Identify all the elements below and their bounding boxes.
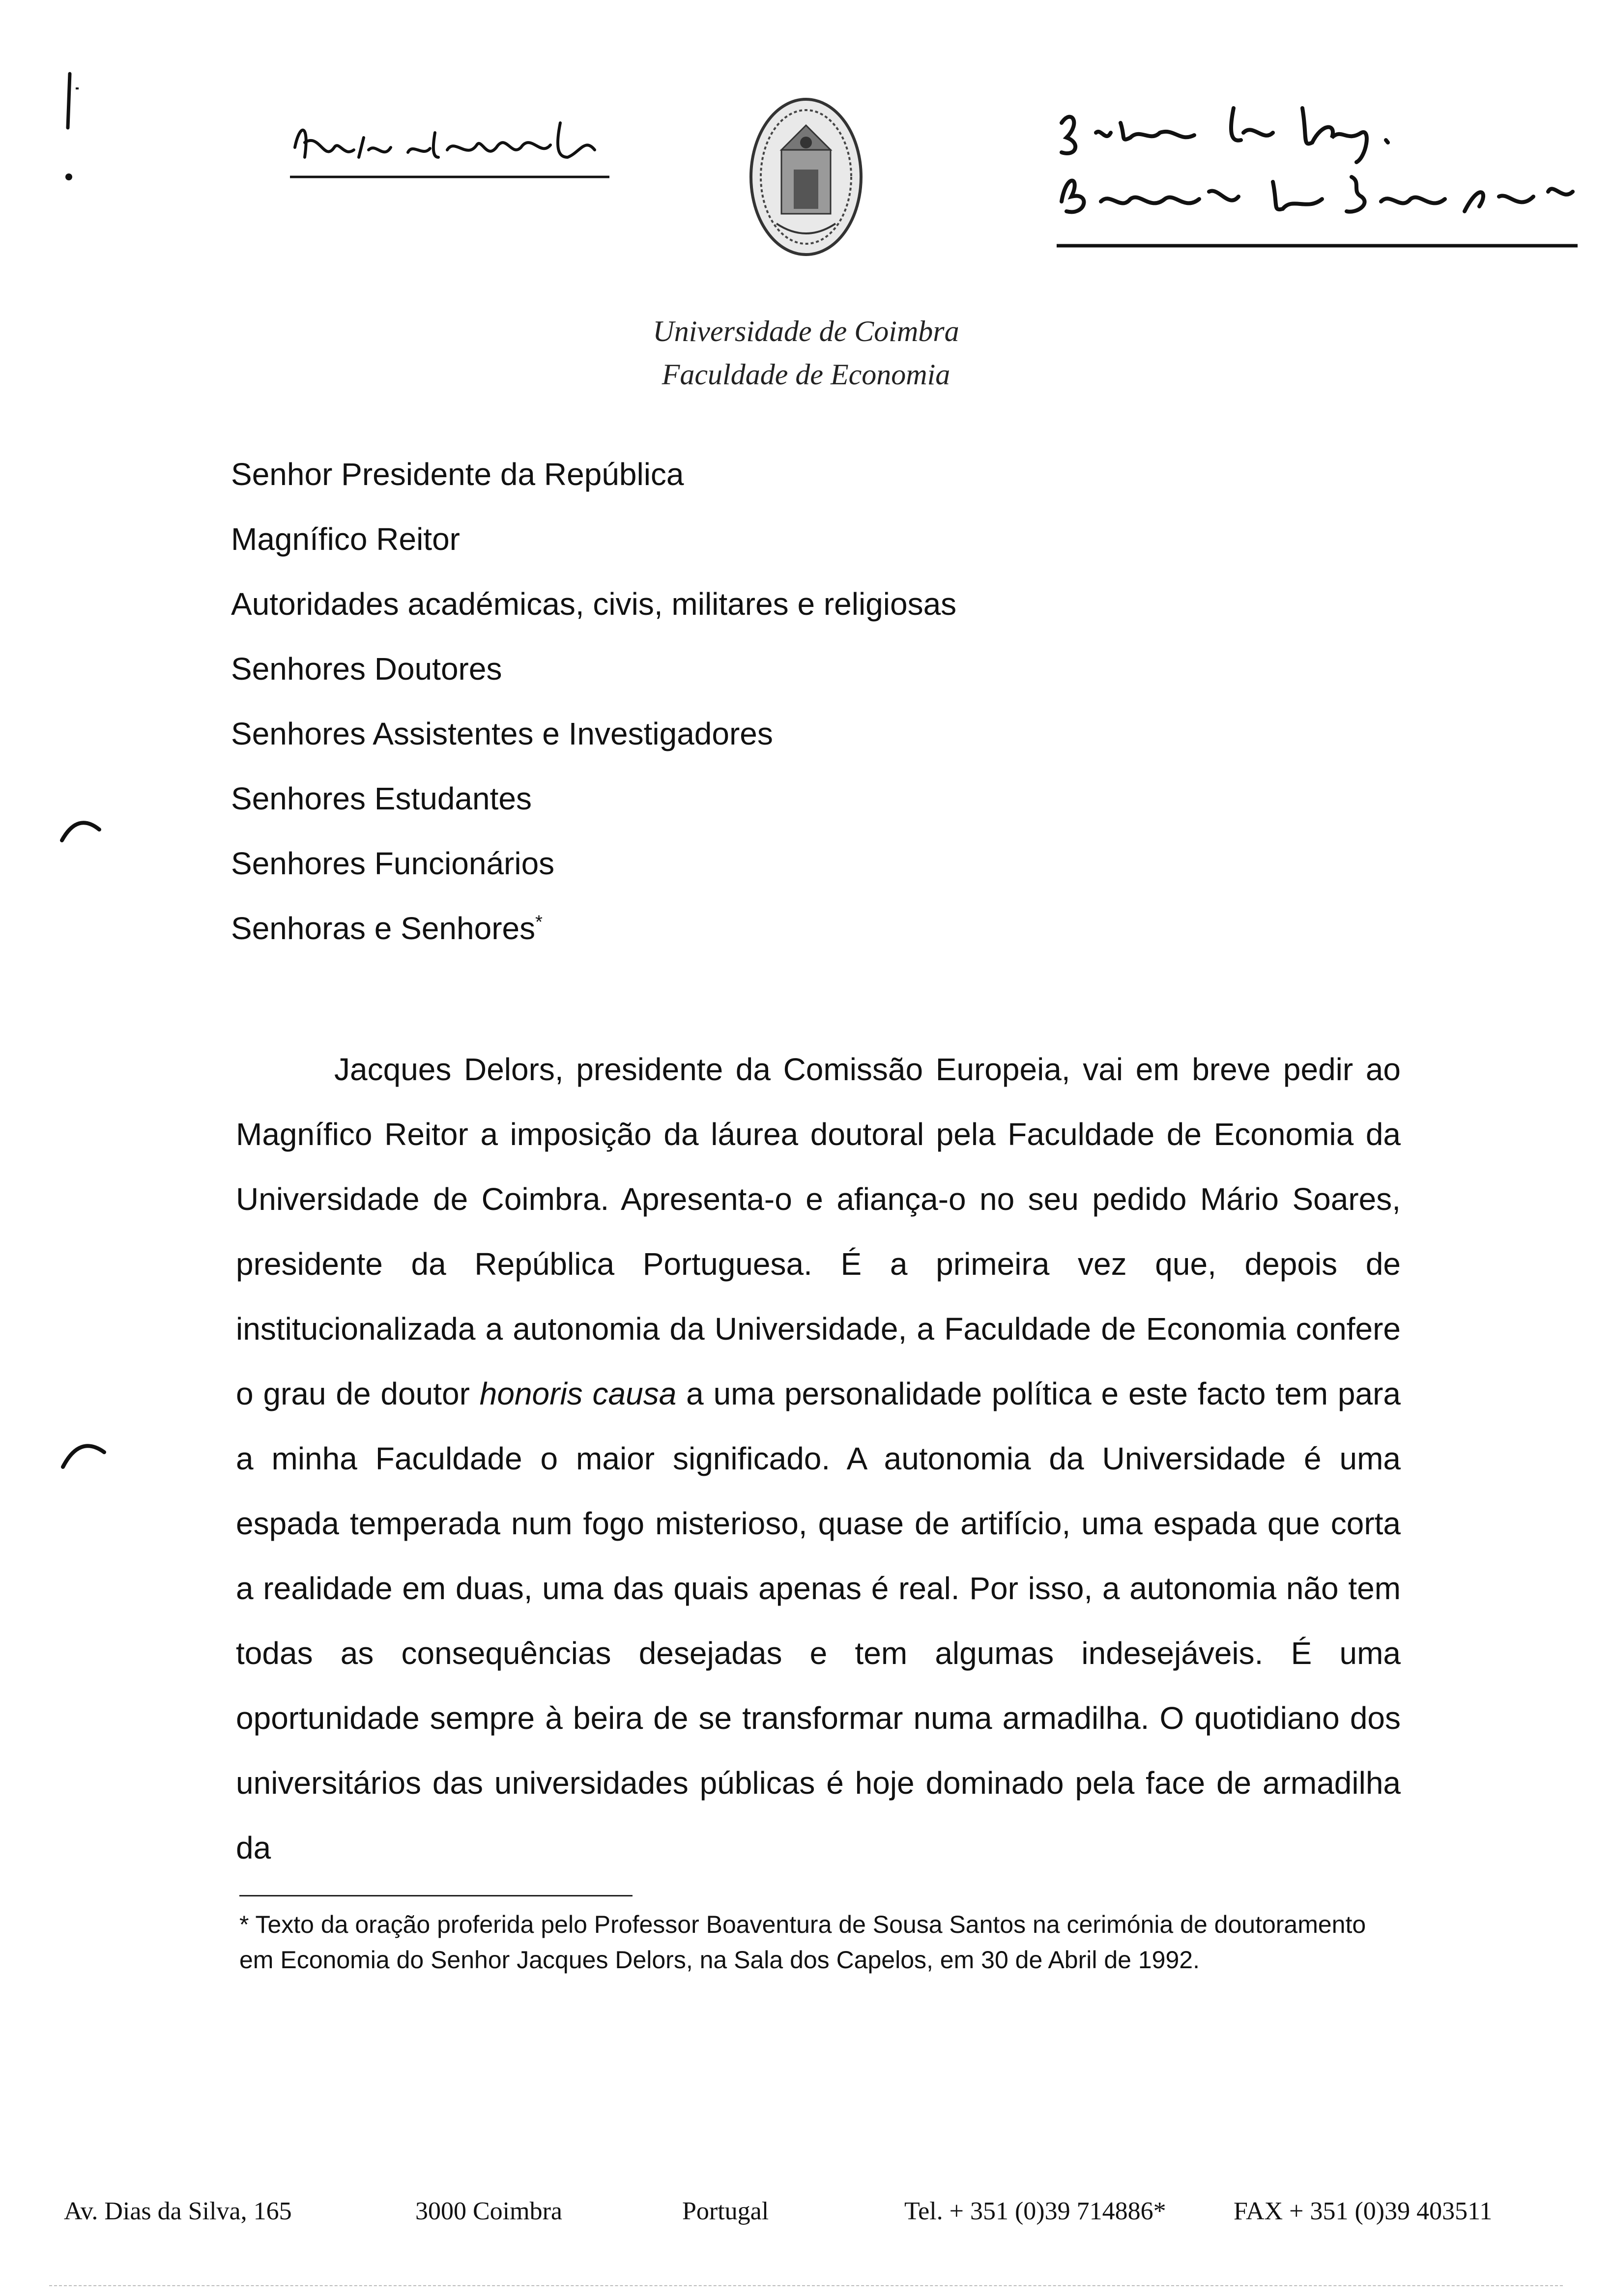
salutation-item: Senhores Estudantes: [231, 781, 532, 816]
footnote-marker: *: [535, 912, 543, 933]
address-city: 3000 Coimbra: [415, 2197, 562, 2225]
salutation-item-last: [231, 909, 956, 974]
body-paragraph: [236, 1037, 1401, 1880]
handwritten-annotation-left: [285, 103, 619, 187]
salutation-item: Senhores Doutores: [231, 651, 502, 687]
university-name: Universidade de Coimbra: [653, 315, 959, 347]
address-street: Av. Dias da Silva, 165: [64, 2197, 292, 2225]
salutation-item: Senhores Funcionários: [231, 846, 555, 881]
page-edge-divider: [49, 2285, 1563, 2286]
address-telephone: Tel. + 351 (0)39 714886*: [904, 2197, 1166, 2225]
university-seal-icon: [747, 96, 865, 258]
body-emphasis: honoris causa: [479, 1376, 677, 1411]
body-text-part2: a uma personalidade política e este facto tem para a minha Faculdade o maior significado. A autonomia da Universidade é uma espada temperada num fogo misterioso, quase de artifício, uma espada que corta a realidade em duas, uma das quais apenas é real. Por isso, a autonomia não tem todas as consequências desejadas e tem algumas indesejáveis. É uma oportunidade sempre à beira de se transformar numa armadilha. O quotidiano dos universitários das universidades públicas é hoje dominado pela face de armadilha da: [236, 1376, 1401, 1866]
margin-mark-icon: [59, 69, 88, 187]
salutations-list: [231, 455, 956, 974]
address-footer: [0, 2197, 1612, 2231]
salutation-item: Autoridades académicas, civis, militares e religiosas: [231, 586, 957, 622]
address-fax: FAX + 351 (0)39 403511: [1234, 2197, 1493, 2225]
faculty-name: Faculdade de Economia: [662, 358, 950, 391]
salutation-item: Magnífico Reitor: [231, 521, 460, 557]
salutation-text: Senhoras e Senhores: [231, 911, 536, 946]
body-text-part1: Jacques Delors, presidente da Comissão Europeia, vai em breve pedir ao Magnífico Reitor a imposição da láurea doutoral pela Faculdade de Economia da Universidade de Coimbra. Apresenta-o e afiança-o no seu pedido Mário Soares, presidente da República Portuguesa. É a primeira vez que, depois de institucionalizada a autonomia da Universidade, a Faculdade de Economia confere o grau de doutor: [236, 1052, 1401, 1411]
address-country: Portugal: [682, 2197, 769, 2225]
salutation-item: Senhor Presidente da República: [231, 457, 684, 492]
handwritten-annotation-right: [1047, 93, 1583, 260]
footnote-divider: [239, 1895, 633, 1896]
punch-hole-mark-icon: [58, 811, 102, 845]
footnote-text: * Texto da oração proferida pelo Professor Boaventura de Sousa Santos na cerimónia de doutoramento em Economia do Senhor Jacques Delors, na Sala dos Capelos, em 30 de Abril de 1992.: [239, 1911, 1366, 1974]
institution-heading: [0, 310, 1612, 396]
salutation-item: Senhores Assistentes e Investigadores: [231, 716, 773, 751]
punch-hole-mark-icon: [58, 1433, 107, 1472]
